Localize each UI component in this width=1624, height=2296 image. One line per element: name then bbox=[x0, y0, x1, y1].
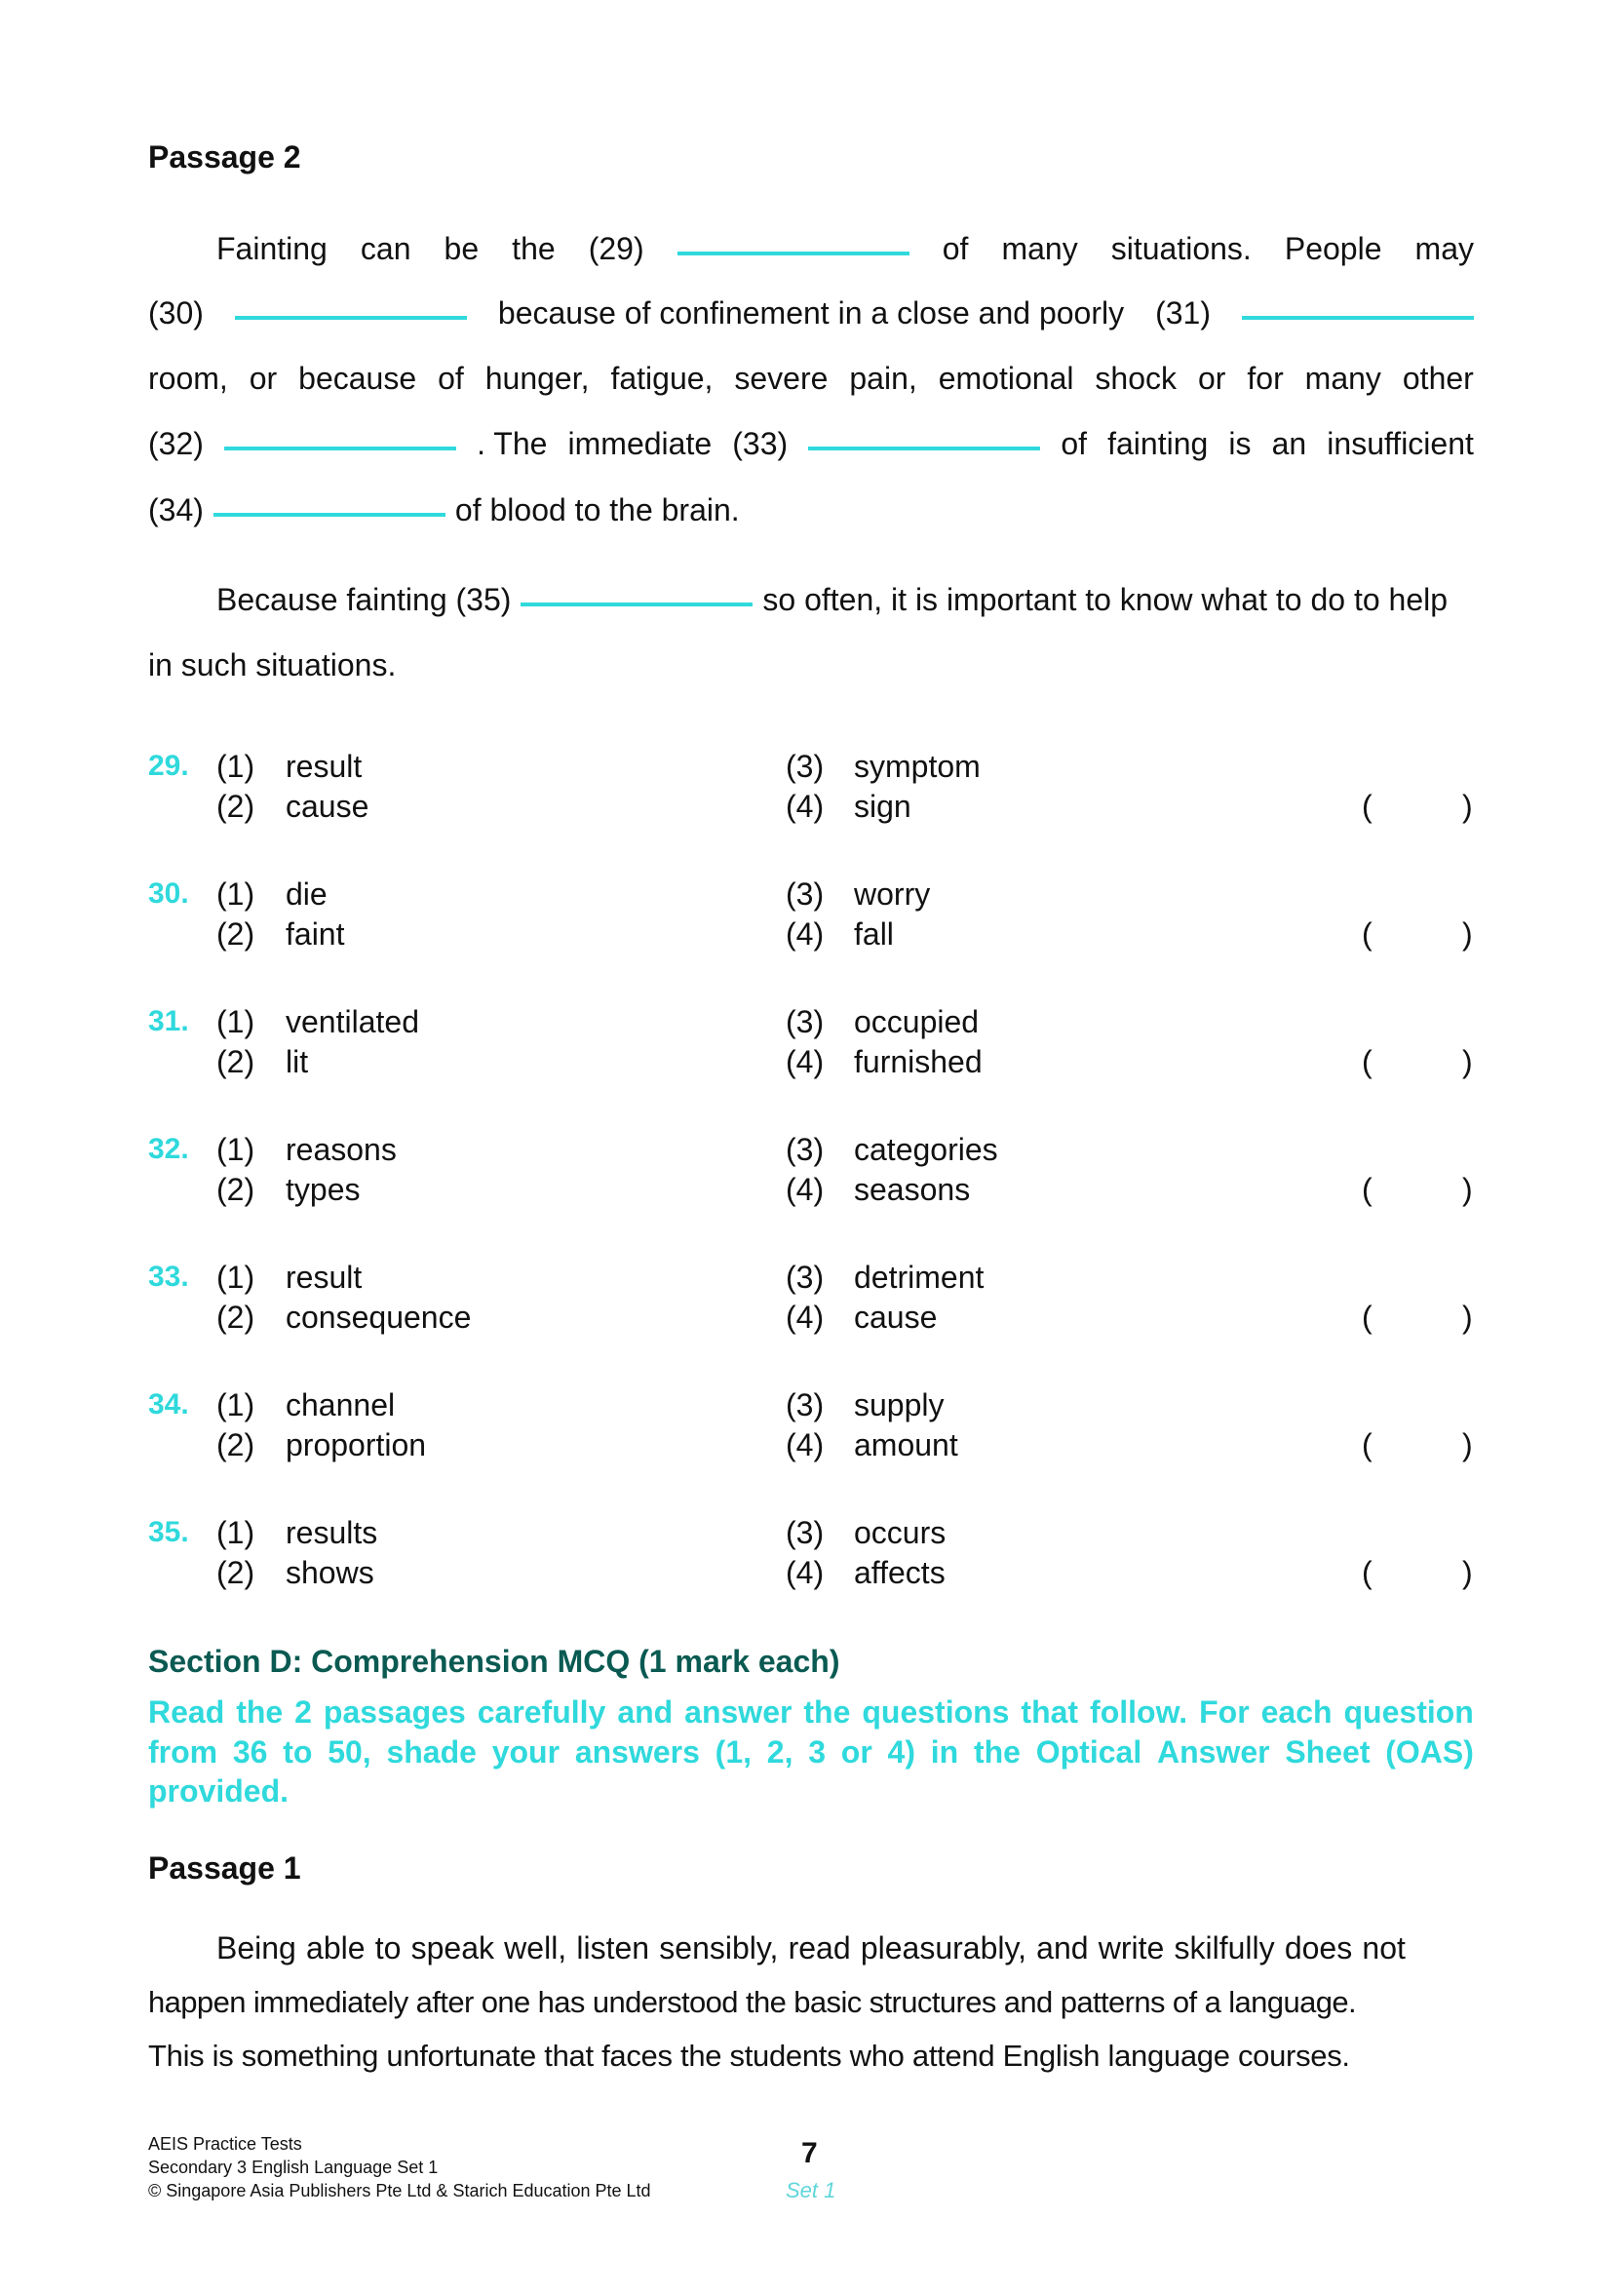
blank-35[interactable] bbox=[521, 603, 753, 606]
set-label: Set 1 bbox=[786, 2178, 836, 2202]
option-text: cause bbox=[286, 789, 369, 824]
answer-bracket-close: ) bbox=[1462, 1427, 1473, 1462]
option-text: detriment bbox=[854, 1260, 985, 1295]
option-text: furnished bbox=[854, 1044, 983, 1079]
answer-blank[interactable] bbox=[213, 513, 445, 517]
passage-2-para2-line2: in such situations. bbox=[148, 647, 397, 682]
option-label: (3) bbox=[786, 1004, 825, 1039]
option-text: result bbox=[286, 1260, 363, 1295]
option-text: types bbox=[286, 1172, 361, 1207]
option-text: channel bbox=[286, 1387, 396, 1422]
answer-bracket-open: ( bbox=[1362, 1427, 1373, 1462]
option-label: (4) bbox=[786, 1044, 825, 1079]
question-number: 30. bbox=[148, 877, 189, 910]
option-label: (1) bbox=[216, 1515, 255, 1550]
option-text: categories bbox=[854, 1132, 998, 1167]
option-text: occupied bbox=[854, 1004, 980, 1039]
passage-2-line-4: (32) . The immediate (33) of fainting is an insufficient bbox=[148, 426, 1474, 461]
answer-blank[interactable] bbox=[677, 252, 909, 255]
answer-blank[interactable] bbox=[1242, 316, 1474, 320]
passage-1-line2: happen immediately after one has understood the basic structures and patterns of a language. bbox=[148, 1985, 1357, 2019]
answer-bracket-close: ) bbox=[1462, 1044, 1473, 1079]
answer-bracket-open: ( bbox=[1362, 916, 1373, 952]
question-number: 34. bbox=[148, 1388, 189, 1420]
section-d-instruction-line3: provided. bbox=[148, 1773, 290, 1809]
answer-blank[interactable] bbox=[808, 447, 1040, 450]
answer-box[interactable] bbox=[1374, 916, 1460, 952]
option-text: results bbox=[286, 1515, 378, 1550]
option-label: (1) bbox=[216, 1260, 255, 1295]
answer-bracket-open: ( bbox=[1362, 1300, 1373, 1335]
option-text: proportion bbox=[286, 1427, 427, 1462]
option-label: (1) bbox=[216, 1132, 255, 1167]
option-text: die bbox=[286, 876, 328, 912]
question-number: 35. bbox=[148, 1516, 189, 1548]
option-label: (4) bbox=[786, 1300, 825, 1335]
option-label: (1) bbox=[216, 876, 255, 912]
page-number: 7 bbox=[801, 2137, 818, 2169]
answer-box[interactable] bbox=[1374, 1172, 1460, 1207]
option-label: (4) bbox=[786, 1555, 825, 1590]
question-number: 33. bbox=[148, 1261, 189, 1293]
option-text: symptom bbox=[854, 749, 981, 784]
answer-bracket-open: ( bbox=[1362, 1044, 1373, 1079]
option-label: (4) bbox=[786, 789, 825, 824]
answer-bracket-close: ) bbox=[1462, 1172, 1473, 1207]
option-label: (4) bbox=[786, 1427, 825, 1462]
question-number: 29. bbox=[148, 750, 189, 782]
option-text: occurs bbox=[854, 1515, 947, 1550]
option-label: (2) bbox=[216, 1044, 255, 1079]
option-text: cause bbox=[854, 1300, 938, 1335]
option-label: (2) bbox=[216, 1427, 255, 1462]
option-label: (2) bbox=[216, 1300, 255, 1335]
answer-bracket-open: ( bbox=[1362, 1555, 1373, 1590]
answer-bracket-close: ) bbox=[1462, 1555, 1473, 1590]
option-text: worry bbox=[854, 876, 931, 912]
section-d-instruction-line2: from 36 to 50, shade your answers (1, 2, 3 or 4) in the Optical Answer Sheet (OAS) bbox=[148, 1734, 1474, 1770]
option-label: (2) bbox=[216, 789, 255, 824]
option-text: seasons bbox=[854, 1172, 971, 1207]
passage-2-title: Passage 2 bbox=[148, 139, 301, 175]
option-text: sign bbox=[854, 789, 911, 824]
option-label: (4) bbox=[786, 1172, 825, 1207]
passage-2-para2-line1: Because fainting (35) so often, it is important to know what to do to help bbox=[216, 582, 1449, 617]
option-text: ventilated bbox=[286, 1004, 419, 1039]
passage-2-line-3: room, or because of hunger, fatigue, severe pain, emotional shock or for many other bbox=[148, 361, 1474, 396]
answer-box[interactable] bbox=[1374, 1300, 1460, 1335]
option-label: (3) bbox=[786, 876, 825, 912]
option-text: affects bbox=[854, 1555, 946, 1590]
answer-box[interactable] bbox=[1374, 789, 1460, 824]
option-label: (1) bbox=[216, 1387, 255, 1422]
answer-blank[interactable] bbox=[224, 447, 456, 450]
section-d-instruction-line1: Read the 2 passages carefully and answer the questions that follow. For each question bbox=[148, 1694, 1474, 1730]
answer-bracket-close: ) bbox=[1462, 916, 1473, 952]
footer-book-title: Secondary 3 English Language Set 1 bbox=[148, 2158, 439, 2177]
passage-1-line3: This is something unfortunate that faces the students who attend English language courses. bbox=[148, 2039, 1350, 2073]
answer-box[interactable] bbox=[1374, 1427, 1460, 1462]
option-label: (4) bbox=[786, 916, 825, 952]
option-text: reasons bbox=[286, 1132, 397, 1167]
option-label: (3) bbox=[786, 1515, 825, 1550]
option-label: (3) bbox=[786, 749, 825, 784]
answer-box[interactable] bbox=[1374, 1044, 1460, 1079]
option-text: supply bbox=[854, 1387, 945, 1422]
answer-bracket-close: ) bbox=[1462, 1300, 1473, 1335]
option-label: (3) bbox=[786, 1132, 825, 1167]
answer-bracket-open: ( bbox=[1362, 789, 1373, 824]
option-text: shows bbox=[286, 1555, 374, 1590]
option-label: (3) bbox=[786, 1387, 825, 1422]
option-label: (2) bbox=[216, 916, 255, 952]
footer-copyright: © Singapore Asia Publishers Pte Ltd & Starich Education Pte Ltd bbox=[148, 2181, 651, 2200]
option-text: faint bbox=[286, 916, 345, 952]
answer-blank[interactable] bbox=[235, 316, 467, 320]
passage-1-title: Passage 1 bbox=[148, 1850, 301, 1886]
option-label: (2) bbox=[216, 1555, 255, 1590]
footer-series: AEIS Practice Tests bbox=[148, 2134, 302, 2154]
option-text: result bbox=[286, 749, 363, 784]
option-text: amount bbox=[854, 1427, 958, 1462]
option-label: (2) bbox=[216, 1172, 255, 1207]
answer-bracket-close: ) bbox=[1462, 789, 1473, 824]
option-text: fall bbox=[854, 916, 894, 952]
passage-2-line-5: (34) of blood to the brain. bbox=[148, 492, 740, 527]
option-text: consequence bbox=[286, 1300, 472, 1335]
option-label: (3) bbox=[786, 1260, 825, 1295]
passage-2-line-2: (30) because of confinement in a close and poorly (31) bbox=[148, 295, 1474, 331]
option-label: (1) bbox=[216, 749, 255, 784]
passage-2-line-1: Fainting can be the (29) of many situations. People may bbox=[216, 231, 1474, 266]
question-number: 32. bbox=[148, 1133, 189, 1165]
option-text: lit bbox=[286, 1044, 309, 1079]
section-d-title: Section D: Comprehension MCQ (1 mark each) bbox=[148, 1644, 840, 1679]
question-number: 31. bbox=[148, 1005, 189, 1037]
passage-1-line1: Being able to speak well, listen sensibly, read pleasurably, and write skilfully does not bbox=[216, 1930, 1406, 1965]
option-label: (1) bbox=[216, 1004, 255, 1039]
answer-bracket-open: ( bbox=[1362, 1172, 1373, 1207]
answer-box[interactable] bbox=[1374, 1555, 1460, 1590]
